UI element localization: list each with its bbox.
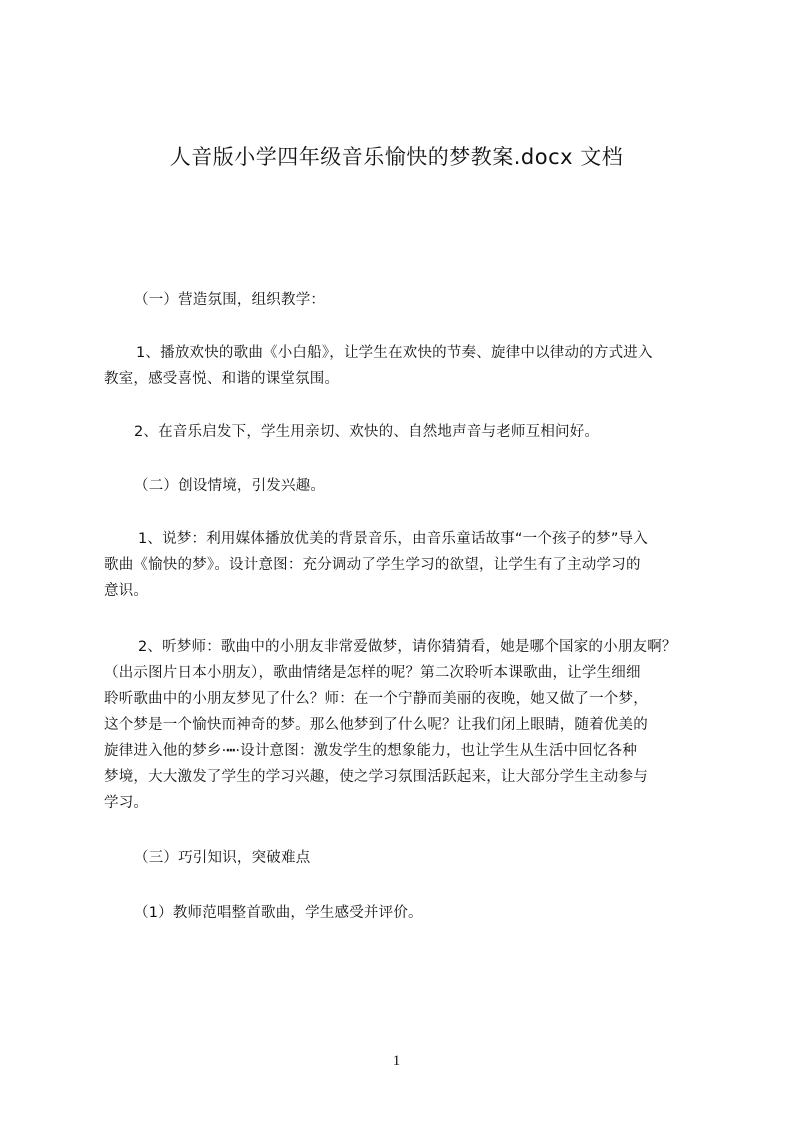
text-line: 旋律进入他的梦乡·┅·设计意图：激发学生的想象能力，也让学生从生活中回忆各种: [104, 743, 638, 759]
text-line: （出示图片日本小朋友），歌曲情绪是怎样的呢？第二次聆听本课歌曲，让学生细细: [104, 665, 641, 681]
text-line: （一）营造氛围，组织教学：: [134, 292, 326, 308]
text-line: 意识。: [104, 583, 149, 599]
text-line: 这个梦是一个愉快而神奇的梦。那么他梦到了什么呢？让我们闭上眼睛，随着优美的: [104, 717, 648, 733]
section-heading-3: [104, 845, 710, 871]
text-line: 2、在音乐启发下，学生用亲切、欢快的、自然地声音与老师互相问好。: [134, 424, 600, 440]
text-line: 2、听梦师：歌曲中的小朋友非常爱做梦，请你猜猜看，她是哪个国家的小朋友啊？: [138, 639, 677, 655]
text-line: （三）巧引知识，突破难点: [134, 850, 311, 866]
text-line: 1、播放欢快的歌曲《小白船》，让学生在欢快的节奏、旋律中以律动的方式进入: [136, 345, 653, 361]
section-heading-1: [104, 287, 710, 313]
text-line: 梦境，大大激发了学生的学习兴趣，使之学习氛围活跃起来，让大部分学生主动参与: [104, 769, 648, 785]
paragraph-5: [104, 900, 710, 926]
text-line: （1）教师范唱整首歌曲，学生感受并评价。: [134, 905, 423, 921]
text-line: 教室，感受喜悦、和谐的课堂氛围。: [104, 371, 340, 387]
paragraph-4: [104, 634, 710, 816]
paragraph-1: [104, 340, 710, 392]
text-line: （二）创设情境，引发兴趣。: [134, 478, 326, 494]
text-line: 歌曲《愉快的梦》。设计意图：充分调动了学生学习的欲望，让学生有了主动学习的: [104, 557, 641, 573]
text-line: 1、说梦：利用媒体播放优美的背景音乐，由音乐童话故事“一个孩子的梦”导入: [138, 531, 648, 547]
paragraph-3: [104, 526, 710, 604]
paragraph-2: [104, 419, 710, 445]
document-title: 人音版小学四年级音乐愉快的梦教案.docx 文档: [169, 145, 624, 169]
section-heading-2: [104, 473, 710, 499]
text-line: 学习。: [104, 795, 149, 811]
page-number: 1: [392, 1053, 401, 1069]
text-line: 聆听歌曲中的小朋友梦见了什么？师：在一个宁静而美丽的夜晚，她又做了一个梦，: [104, 691, 648, 707]
